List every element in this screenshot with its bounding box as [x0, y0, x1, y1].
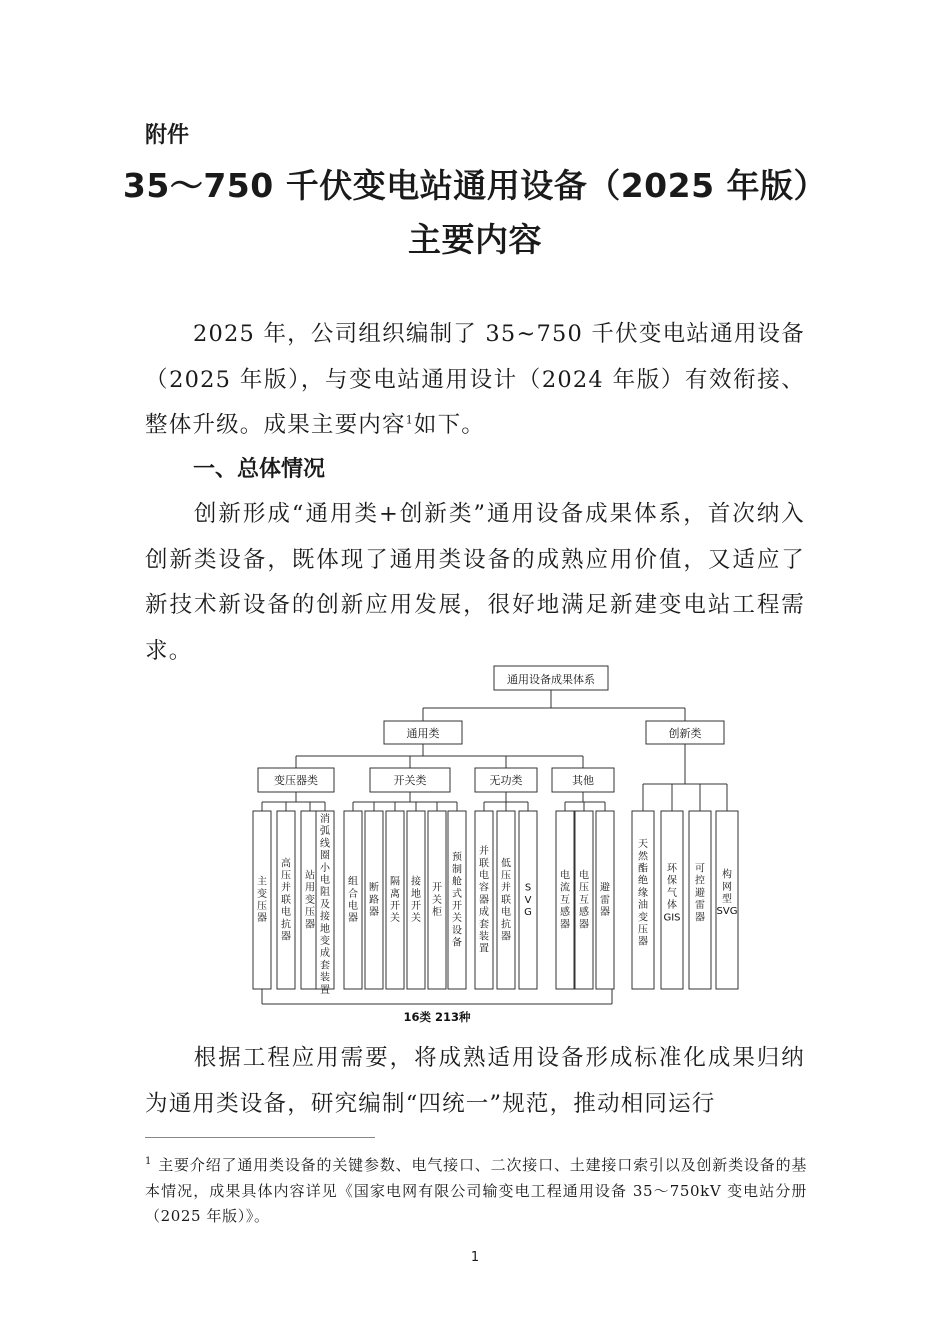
- equipment-item-box: [344, 811, 362, 989]
- section-heading: 一、总体情况: [193, 457, 326, 482]
- equipment-item-label: 隔离开关: [390, 876, 400, 925]
- paragraph-3-text: 根据工程应用需要，将成熟适用设备形成标准化成果归纳为通用类设备，研究编制“四统一”规范，推动相同运行: [145, 1045, 805, 1117]
- equipment-item-label: 预制舱式开关设备: [452, 852, 462, 949]
- page-number: 1: [470, 1250, 480, 1265]
- equipment-item-label: 并联电容器成套装置: [479, 846, 489, 955]
- equipment-item-label: 组合电器: [348, 876, 358, 925]
- group-node-label: 无功类: [489, 774, 523, 787]
- footnote-mark: 1: [145, 1156, 152, 1167]
- equipment-item-label: 接地开关: [411, 876, 421, 925]
- equipment-item-label: 断路器: [369, 882, 379, 919]
- intro-tail: 如下。: [413, 412, 486, 438]
- group-node-label: 变压器类: [274, 774, 318, 787]
- group-node-label: 其他: [572, 774, 594, 787]
- innovative-item-label: 天然酯绝缘油变压器: [638, 839, 648, 948]
- intro-text: 2025 年，公司组织编制了 35~750 千伏变电站通用设备（2025 年版），与变电站通用设计（2024 年版）有效衔接、整体升级。成果主要内容: [145, 321, 805, 438]
- attachment-label: 附件: [145, 123, 190, 148]
- equipment-item-label: 消弧线圈小电阻及接地变成套装置: [320, 814, 330, 996]
- equipment-item-box: [386, 811, 404, 989]
- group-node-label: 开关类: [393, 774, 427, 787]
- footnote-text: 主要介绍了通用类设备的关键参数、电气接口、二次接口、土建接口索引以及创新类设备的基本情况，成果具体内容详见《国家电网有限公司输变电工程通用设备 35～750kV 变电站分册（2025 年版）》。: [145, 1156, 807, 1225]
- root-node-label: 通用设备成果体系: [507, 673, 595, 686]
- footnote: [145, 1149, 807, 1230]
- footnote-divider: [145, 1137, 375, 1138]
- document-subtitle: 主要内容: [408, 220, 542, 259]
- equipment-item-label: 高压并联电抗器: [281, 858, 291, 943]
- equipment-item-label: S V G: [524, 882, 532, 919]
- diagram-summary: 16类 213种: [403, 1010, 471, 1024]
- footnote-ref[interactable]: 1: [405, 413, 414, 427]
- equipment-item-label: 站用变压器: [305, 870, 315, 931]
- equipment-item-label: 电流互感器: [560, 870, 570, 931]
- equipment-item-label: 开关柜: [432, 882, 442, 919]
- innovative-item-label: 构网型 SVG: [716, 869, 738, 918]
- paragraph-3: [145, 1036, 805, 1127]
- innovative-item-label: 可控避雷器: [695, 863, 705, 924]
- equipment-item-label: 避雷器: [600, 882, 610, 919]
- equipment-item-box: [448, 811, 466, 989]
- equipment-item-box: [253, 811, 271, 989]
- document-title: 35～750 千伏变电站通用设备（2025 年版）: [122, 166, 828, 205]
- diagram-nodes: [253, 666, 738, 1024]
- innovative-node-label: 创新类: [668, 727, 702, 740]
- section1-text: 创新形成“通用类+创新类”通用设备成果体系，首次纳入创新类设备，既体现了通用类设备的成熟应用价值，又适应了新技术新设备的创新应用发展，很好地满足新建变电站工程需求。: [145, 501, 805, 664]
- equipment-item-label: 低压并联电抗器: [501, 858, 511, 943]
- innovative-item-label: 环保气体 GIS: [663, 863, 681, 924]
- equipment-item-label: 主变压器: [257, 876, 267, 925]
- general-node-label: 通用类: [406, 727, 440, 740]
- equipment-item-box: [407, 811, 425, 989]
- equipment-item-label: 电压互感器: [579, 870, 589, 931]
